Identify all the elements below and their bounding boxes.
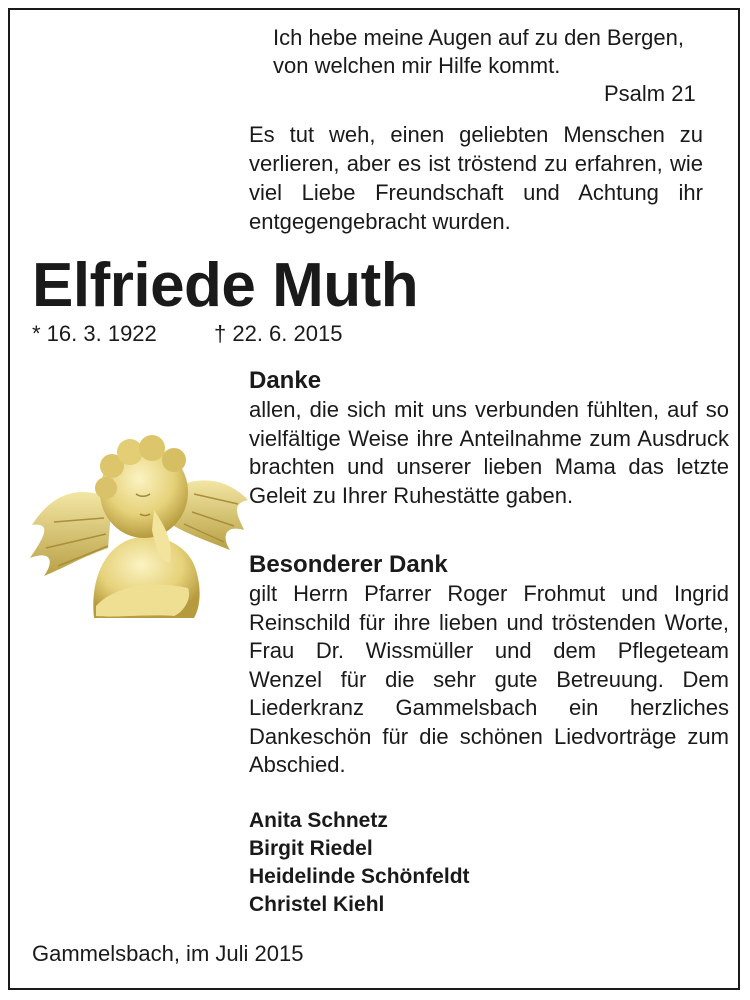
thanks-text: allen, die sich mit uns verbunden fühlten, auf so vielfältige Weise ihre Anteilnahme zum Ausdruck brachten und unserer lieben Mama das letzte Geleit zu Ihrer Ruhestätte gaben. [249,397,729,508]
angel-figurine-icon [24,430,252,620]
psalm-verse [273,24,733,80]
deceased-name: Elfriede Muth [32,251,419,320]
verse-line-2: von welchen mir Hilfe kommt. [273,53,561,78]
verse-source: Psalm 21 [604,81,696,106]
signer-name: Heidelinde Schönfeldt [249,865,470,888]
signer-name: Christel Kiehl [249,893,385,916]
thanks-heading: Danke [249,367,322,394]
verse-line-1: Ich hebe meine Augen auf zu den Bergen, [273,25,684,50]
place-date-footer: Gammelsbach, im Juli 2015 [32,941,304,966]
signers-list [249,807,470,919]
birth-date: * 16. 3. 1922 [32,321,157,346]
intro-text: Es tut weh, einen geliebten Menschen zu verlieren, aber es ist tröstend zu erfahren, wie viel Liebe Freundschaft und Achtung ihr entgegengebracht wurden. [249,122,703,234]
special-thanks-section [249,550,729,780]
thanks-section [249,366,729,510]
obituary-notice [8,8,740,990]
special-thanks-heading: Besonderer Dank [249,551,448,578]
special-thanks-text: gilt Herrn Pfarrer Roger Frohmut und Ingrid Reinschild für ihre lieben und tröstenden Worte, Frau Dr. Wissmüller und dem Pflegeteam Wenzel für die sehr gute Betreuung. Dem Liederkranz Gammelsbach ein herzliches Dankeschön für die schönen Liedvorträge zum Abschied. [249,581,729,777]
signer-name: Birgit Riedel [249,837,373,860]
death-date: † 22. 6. 2015 [214,321,343,346]
signer-name: Anita Schnetz [249,809,388,832]
